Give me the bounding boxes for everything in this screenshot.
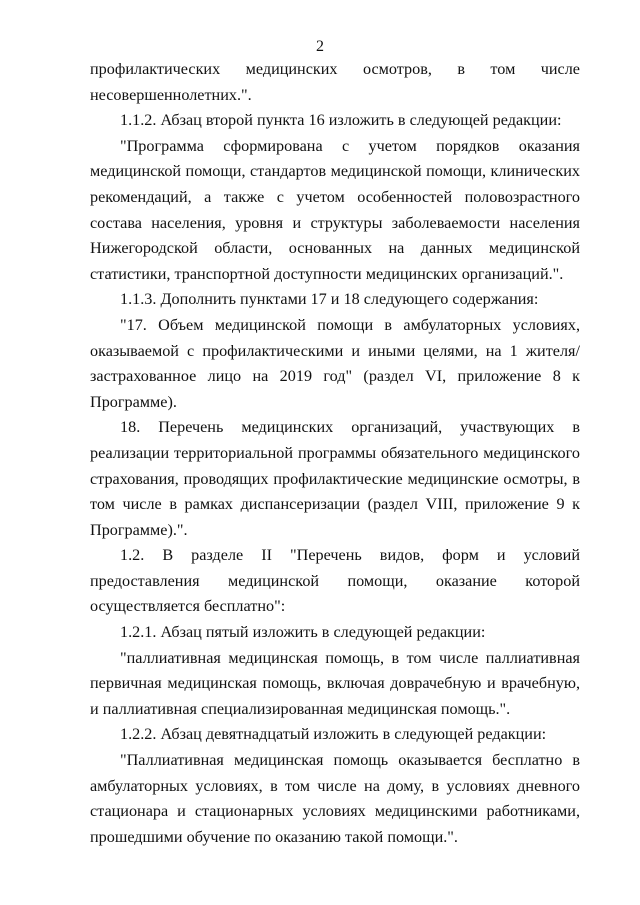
document-body: [90, 57, 580, 850]
paragraph-continuation-line-1: профилактических медицинских осмотров, в том числе: [90, 60, 580, 78]
paragraph-continuation-line-2: несовершеннолетних.".: [90, 85, 252, 104]
paragraph-quote-17: "17. Объем медицинской помощи в амбулаторных условиях, оказываемой с профилактическими и иными целями, на 1 жителя/застрахованное лицо на 2019 год" (раздел VI, приложение 8 к Программе).: [90, 315, 580, 411]
paragraph-quote-18: 18. Перечень медицинских организаций, участвующих в реализации территориальной программы обязательного медицинского страхования, проводящих профилактические медицинские осмотры, в том числе в рамках диспансеризации (раздел VIII, приложение 9 к Программе).".: [90, 418, 580, 539]
paragraph-item-1-1-2: 1.1.2. Абзац второй пункта 16 изложить в следующей редакции:: [120, 111, 562, 130]
paragraph-item-1-2: 1.2. В разделе II "Перечень видов, форм и условий предоставления медицинской помощи, оказание которой осуществляется бесплатно":: [90, 546, 580, 616]
paragraph-quote-palliative: "паллиативная медицинская помощь, в том числе паллиативная первичная медицинская помощь, включая доврачебную и врачебную, и паллиативная специализированная медицинская помощь.".: [90, 648, 580, 718]
page-number: 2: [316, 38, 324, 55]
paragraph-quote-program: "Программа сформирована с учетом порядков оказания медицинской помощи, стандартов медицинской помощи, клинических рекомендаций, а также с учетом особенностей половозрастного состава населения, уровня и структуры заболеваемости населения Нижегородской области, основанных на данных медицинской статистики, транспортной доступности медицинских организаций.".: [90, 136, 580, 283]
paragraph-item-1-1-3: 1.1.3. Дополнить пунктами 17 и 18 следующего содержания:: [120, 290, 539, 309]
paragraph-item-1-2-2: 1.2.2. Абзац девятнадцатый изложить в следующей редакции:: [120, 725, 547, 744]
paragraph-quote-palliative-free: "Паллиативная медицинская помощь оказывается бесплатно в амбулаторных условиях, в том числе на дому, в условиях дневного стационара и стационарных условиях медицинскими работниками, прошедшими обучение по оказанию такой помощи.".: [90, 751, 580, 846]
paragraph-item-1-2-1: 1.2.1. Абзац пятый изложить в следующей редакции:: [120, 623, 486, 642]
